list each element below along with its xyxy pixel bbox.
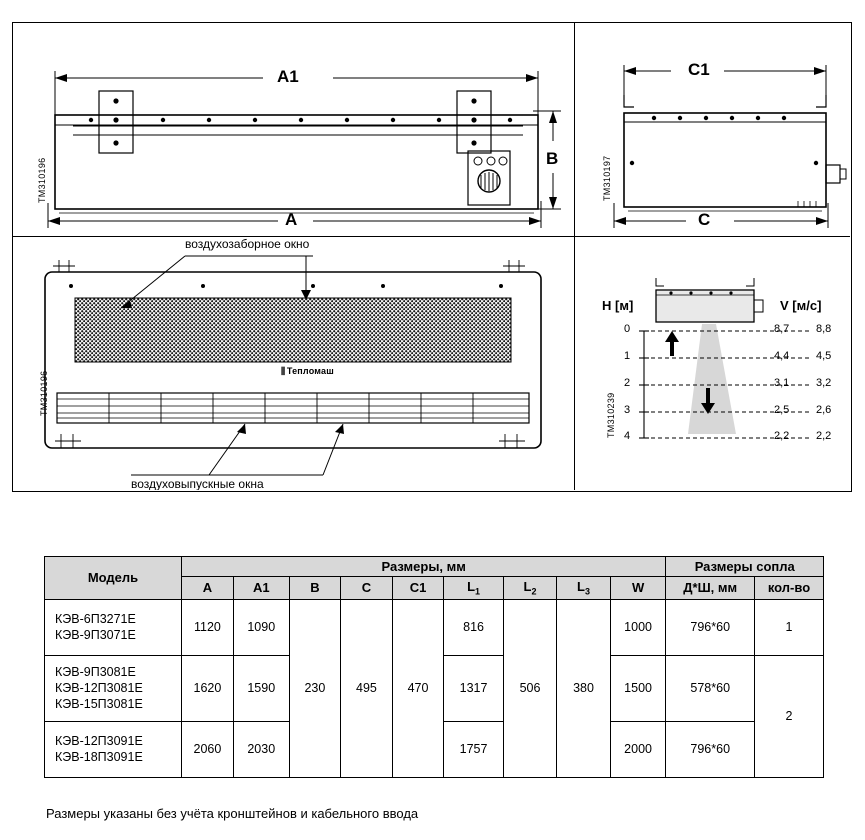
specification-table-wrapper	[44, 556, 824, 778]
row3-w: 2000	[610, 721, 666, 777]
header-col-l3: $L_3$	[557, 577, 610, 600]
v-col2-3: 2,6	[816, 404, 832, 416]
row3-l1: 1757	[444, 721, 504, 777]
v-col2-0: 8,8	[816, 323, 832, 335]
header-nozzle-count: кол-во	[754, 577, 823, 600]
brand-logo-text: Тепломаш	[286, 366, 334, 376]
row1-model-1: КЭВ-6П3271Е	[55, 612, 136, 627]
dimension-a-label: A	[285, 210, 298, 229]
header-col-c1: C1	[392, 577, 444, 600]
header-model: Модель	[45, 557, 182, 600]
table-row	[45, 599, 824, 655]
header-col-c: C	[341, 577, 393, 600]
row2-models	[45, 655, 182, 721]
h-tick-1: 1	[624, 350, 631, 362]
brand-logo	[281, 366, 334, 377]
header-col-l2: $L_2$	[503, 577, 556, 600]
h-axis-title: H [м]	[602, 298, 634, 313]
header-col-a: A	[181, 577, 233, 600]
v-col1-4: 2,2	[774, 430, 790, 442]
dimension-c-label: C	[698, 210, 711, 229]
row1-model-2: КЭВ-9П3071Е	[55, 628, 136, 643]
row3-nozzle: 796*60	[666, 721, 755, 777]
row2-model-2: КЭВ-12П3081Е	[55, 681, 143, 696]
panel-vertical-divider	[574, 23, 575, 490]
view-top-plan	[13, 23, 574, 236]
drawing-code-tm310196-front: ТМ310196	[39, 370, 49, 416]
row1-a1: 1090	[233, 599, 289, 655]
cell-count-merged: 2	[754, 655, 823, 777]
header-col-b: B	[289, 577, 341, 600]
cell-c-merged: 495	[341, 599, 393, 777]
header-nozzle-dim: Д*Ш, мм	[666, 577, 755, 600]
h-tick-3: 3	[624, 404, 631, 416]
header-col-a1: A1	[233, 577, 289, 600]
h-tick-2: 2	[624, 377, 631, 389]
v-col1-0: 8,7	[774, 323, 790, 335]
drawing-panel	[12, 22, 852, 492]
cell-c1-merged: 470	[392, 599, 444, 777]
brand-logo-mark: ⫼	[281, 366, 285, 376]
h-tick-0: 0	[624, 323, 631, 335]
header-nozzle-group: Размеры сопла	[666, 557, 824, 577]
h-tick-4: 4	[624, 430, 631, 442]
header-col-w: W	[610, 577, 666, 600]
v-col1-1: 4,4	[774, 350, 790, 362]
label-air-outlets: воздуховыпускные окна	[131, 477, 264, 490]
row1-models	[45, 599, 182, 655]
dimension-a1-label: A1	[277, 67, 299, 86]
v-col2-2: 3,2	[816, 377, 832, 389]
row3-models	[45, 721, 182, 777]
dimension-c1-label: C1	[688, 60, 710, 79]
row3-model-1: КЭВ-12П3091Е	[55, 734, 143, 749]
cell-l3-merged: 380	[557, 599, 610, 777]
label-air-intake: воздухозаборное окно	[185, 238, 310, 251]
panel-horizontal-divider	[13, 236, 850, 237]
view-velocity-diagram	[576, 238, 850, 490]
cell-b-merged: 230	[289, 599, 341, 777]
view-front	[13, 238, 574, 490]
view-side	[576, 23, 850, 236]
row2-model-3: КЭВ-15П3081Е	[55, 697, 143, 712]
row3-a: 2060	[181, 721, 233, 777]
row1-nozzle: 796*60	[666, 599, 755, 655]
row1-l1: 816	[444, 599, 504, 655]
table-footnote: Размеры указаны без учёта кронштейнов и кабельного ввода	[46, 806, 419, 821]
cell-l2-merged: 506	[503, 599, 556, 777]
drawing-code-tm310197: ТМ310197	[602, 155, 612, 201]
row1-a: 1120	[181, 599, 233, 655]
row2-a: 1620	[181, 655, 233, 721]
v-col2-4: 2,2	[816, 430, 832, 442]
table-header-row-1	[45, 557, 824, 577]
row2-model-1: КЭВ-9П3081Е	[55, 665, 136, 680]
v-axis-title: V [м/с]	[780, 298, 822, 313]
drawing-code-tm310239: ТМ310239	[606, 392, 616, 438]
v-col1-3: 2,5	[774, 404, 790, 416]
drawing-code-tm310196-top: ТМ310196	[37, 157, 47, 203]
v-col1-2: 3,1	[774, 377, 790, 389]
dimension-b-label: B	[546, 149, 559, 168]
row1-w: 1000	[610, 599, 666, 655]
v-col2-1: 4,5	[816, 350, 832, 362]
row2-a1: 1590	[233, 655, 289, 721]
row3-model-2: КЭВ-18П3091Е	[55, 750, 143, 765]
row2-w: 1500	[610, 655, 666, 721]
header-col-l1: $L_1$	[444, 577, 504, 600]
row2-nozzle: 578*60	[666, 655, 755, 721]
header-sizes-group: Размеры, мм	[181, 557, 665, 577]
row3-a1: 2030	[233, 721, 289, 777]
row2-l1: 1317	[444, 655, 504, 721]
row1-count: 1	[754, 599, 823, 655]
specification-table	[44, 556, 824, 778]
